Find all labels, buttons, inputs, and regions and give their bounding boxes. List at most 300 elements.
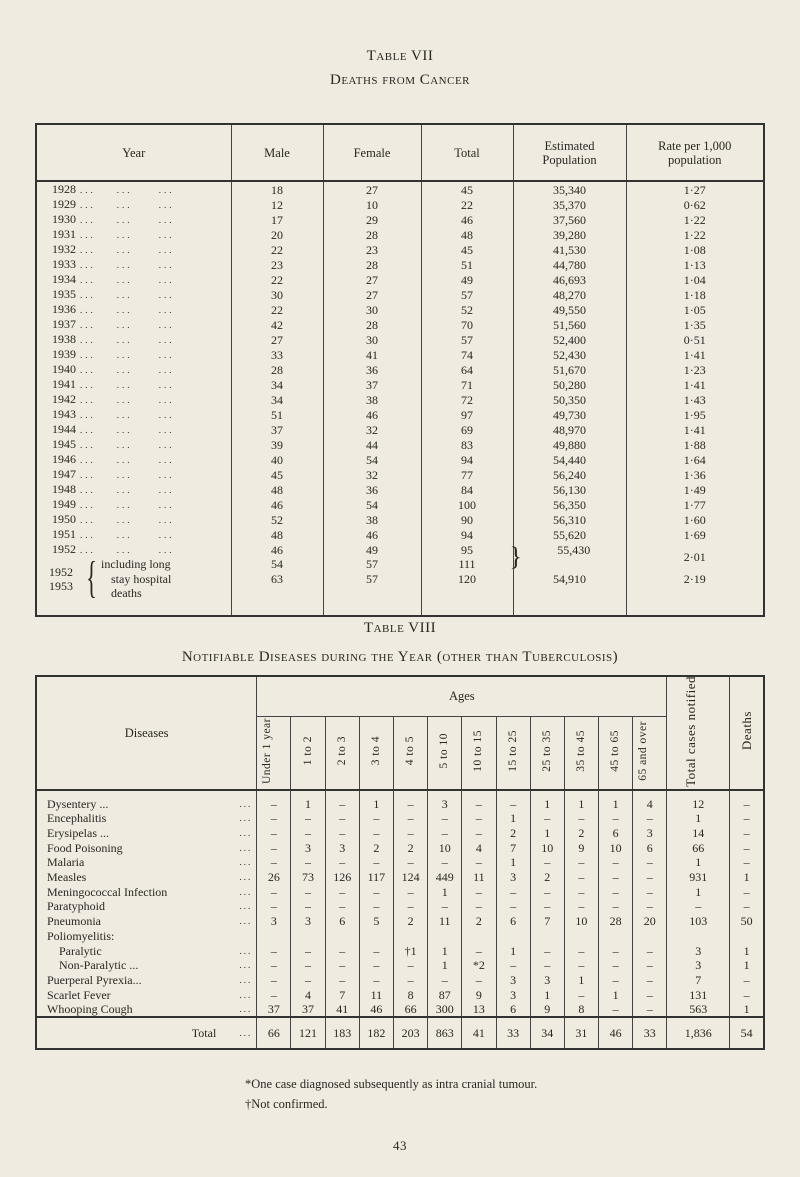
population-cell: 37,560 (513, 212, 626, 227)
age-cell: – (564, 943, 598, 958)
age-cell (291, 929, 325, 944)
age-group-header: 3 to 4 (359, 716, 393, 790)
age-cell: – (257, 884, 291, 899)
age-cell: *2 (462, 958, 496, 973)
total-cell: 46 (421, 212, 513, 227)
year-cell: 1948 ... ... ... (36, 482, 231, 497)
population-cell: } 55,430 (513, 542, 626, 572)
female-cell: 28 (323, 257, 421, 272)
age-cell: – (428, 855, 462, 870)
age-cell: – (530, 899, 564, 914)
total-age-cell: 863 (428, 1017, 462, 1049)
population-cell: 44,780 (513, 257, 626, 272)
age-cell: 1 (428, 958, 462, 973)
male-cell: 18 (231, 181, 323, 197)
age-cell (564, 929, 598, 944)
deaths-cell: – (730, 790, 764, 811)
total-deaths-cell: 54 (730, 1017, 764, 1049)
female-cell: 57 (323, 572, 421, 616)
table7-title: Table VII (366, 48, 434, 64)
age-cell: – (359, 884, 393, 899)
table-row (36, 1002, 764, 1017)
age-cell: – (291, 826, 325, 841)
table-row (36, 973, 764, 988)
male-cell: 34 (231, 392, 323, 407)
age-cell: – (325, 826, 359, 841)
female-cell: 36 (323, 482, 421, 497)
total-cell: 74 (421, 347, 513, 362)
age-cell (599, 929, 633, 944)
total-age-cell: 33 (633, 1017, 667, 1049)
age-cell (428, 929, 462, 944)
total-cell: 71 (421, 377, 513, 392)
age-cell: – (530, 884, 564, 899)
total-cell: 57 (421, 287, 513, 302)
age-cell: 37 (257, 1002, 291, 1017)
year-cell: 1938 ... ... ... (36, 332, 231, 347)
col-population: Estimated Population (513, 124, 626, 181)
rate-cell: 1·13 (626, 257, 764, 272)
male-cell: 23 (231, 257, 323, 272)
age-cell (633, 929, 667, 944)
deaths-cell: – (730, 840, 764, 855)
male-cell: 22 (231, 272, 323, 287)
age-cell: – (633, 943, 667, 958)
age-cell: – (325, 884, 359, 899)
age-cell: – (257, 840, 291, 855)
age-cell (325, 929, 359, 944)
age-cell: 2 (393, 914, 427, 929)
age-cell: – (393, 973, 427, 988)
age-cell: – (428, 973, 462, 988)
age-cell: – (428, 811, 462, 826)
female-cell: 41 (323, 347, 421, 362)
table-row (36, 302, 764, 317)
age-cell: – (599, 958, 633, 973)
total-cell: 103 (667, 914, 730, 929)
age-cell: – (257, 987, 291, 1002)
age-cell: – (393, 811, 427, 826)
age-cell: – (599, 884, 633, 899)
age-cell: – (496, 790, 530, 811)
age-cell: 3 (291, 914, 325, 929)
age-cell: – (462, 790, 496, 811)
age-cell: 3 (428, 790, 462, 811)
female-cell: 28 (323, 317, 421, 332)
age-cell: – (393, 958, 427, 973)
year-cell: 1949 ... ... ... (36, 497, 231, 512)
age-cell: 1 (496, 811, 530, 826)
table-row (36, 362, 764, 377)
age-cell: 2 (462, 914, 496, 929)
disease-name: Pneumonia ... (36, 914, 257, 929)
age-cell: 3 (633, 826, 667, 841)
age-cell: 3 (291, 840, 325, 855)
age-cell: 1 (564, 973, 598, 988)
population-cell: 51,670 (513, 362, 626, 377)
female-cell: 27 (323, 287, 421, 302)
col-total: Total (421, 124, 513, 181)
age-cell: 10 (599, 840, 633, 855)
total-cell: 83 (421, 437, 513, 452)
total-cell: 94 (421, 527, 513, 542)
total-age-cell: 31 (564, 1017, 598, 1049)
age-cell: – (462, 943, 496, 958)
total-cell: 51 (421, 257, 513, 272)
age-cell: 73 (291, 870, 325, 885)
year-cell: 1936 ... ... ... (36, 302, 231, 317)
deaths-cell: – (730, 899, 764, 914)
disease-name: Malaria ... (36, 855, 257, 870)
age-cell: – (496, 884, 530, 899)
age-cell: 3 (496, 987, 530, 1002)
total-cell: 45 (421, 181, 513, 197)
age-cell: – (530, 811, 564, 826)
total-cell: 97 (421, 407, 513, 422)
table-row (36, 317, 764, 332)
age-cell: – (393, 826, 427, 841)
total-label: Total ... (36, 1017, 257, 1049)
age-cell: 1 (564, 790, 598, 811)
table-row (36, 332, 764, 347)
age-cell (530, 929, 564, 944)
age-cell: – (393, 790, 427, 811)
age-cell: – (462, 884, 496, 899)
table-row (36, 497, 764, 512)
total-cell (667, 929, 730, 944)
rate-cell: 1·08 (626, 242, 764, 257)
age-cell: – (359, 855, 393, 870)
male-cell: 17 (231, 212, 323, 227)
year-cell: 1931 ... ... ... (36, 227, 231, 242)
age-cell: 2 (530, 870, 564, 885)
age-cell: 10 (564, 914, 598, 929)
age-cell: – (257, 899, 291, 914)
table-row (36, 943, 764, 958)
col-deaths: Deaths (730, 676, 764, 790)
disease-name: Non-Paralytic ... ... (36, 958, 257, 973)
age-cell (496, 929, 530, 944)
age-cell: 41 (325, 1002, 359, 1017)
table-row (36, 212, 764, 227)
table-row (36, 899, 764, 914)
rate-cell: 1·27 (626, 181, 764, 197)
age-cell: – (428, 899, 462, 914)
age-cell: 3 (325, 840, 359, 855)
male-cell: 52 (231, 512, 323, 527)
age-group-header: 10 to 15 (462, 716, 496, 790)
table-row (36, 987, 764, 1002)
rate-cell: 0·62 (626, 197, 764, 212)
age-cell: – (359, 958, 393, 973)
table8-title: Table VIII (363, 620, 437, 636)
male-cell: 46 (231, 542, 323, 557)
age-cell: 126 (325, 870, 359, 885)
age-cell: – (633, 870, 667, 885)
age-cell: – (462, 973, 496, 988)
year-cell-including-long-stay: 1952 1953 { including long stay hospital deaths (36, 557, 231, 616)
population-cell: 54,910 (513, 572, 626, 616)
age-cell: – (257, 826, 291, 841)
rate-cell: 1·43 (626, 392, 764, 407)
age-cell: 6 (325, 914, 359, 929)
rate-cell: 1·49 (626, 482, 764, 497)
population-cell: 49,880 (513, 437, 626, 452)
disease-name: Paralytic ... (36, 943, 257, 958)
disease-name: Measles ... (36, 870, 257, 885)
population-cell: 49,730 (513, 407, 626, 422)
age-cell: – (599, 1002, 633, 1017)
age-cell: – (599, 855, 633, 870)
population-cell: 56,240 (513, 467, 626, 482)
deaths-cell: 1 (730, 870, 764, 885)
header-row (36, 676, 764, 716)
population-cell: 46,693 (513, 272, 626, 287)
male-cell: 51 (231, 407, 323, 422)
age-cell: – (530, 958, 564, 973)
age-cell: 87 (428, 987, 462, 1002)
age-cell: – (257, 811, 291, 826)
age-cell: 1 (428, 943, 462, 958)
age-cell: – (462, 811, 496, 826)
age-cell: – (633, 899, 667, 914)
age-cell: 4 (291, 987, 325, 1002)
year-cell: 1934 ... ... ... (36, 272, 231, 287)
year-cell: 1951 ... ... ... (36, 527, 231, 542)
age-cell: 6 (496, 1002, 530, 1017)
total-age-cell: 182 (359, 1017, 393, 1049)
table-row (36, 527, 764, 542)
female-cell: 49 (323, 542, 421, 557)
table-row (36, 392, 764, 407)
age-cell: – (325, 899, 359, 914)
age-group-header: 15 to 25 (496, 716, 530, 790)
table-row (36, 181, 764, 197)
age-cell: 300 (428, 1002, 462, 1017)
age-cell: – (599, 811, 633, 826)
female-cell: 32 (323, 422, 421, 437)
year-cell: 1940 ... ... ... (36, 362, 231, 377)
population-cell: 35,340 (513, 181, 626, 197)
age-cell: – (462, 855, 496, 870)
age-cell: 9 (564, 840, 598, 855)
age-cell: 11 (359, 987, 393, 1002)
year-cell: 1950 ... ... ... (36, 512, 231, 527)
male-cell: 28 (231, 362, 323, 377)
table-row (36, 377, 764, 392)
total-cell: 100 (421, 497, 513, 512)
year-cell: 1945 ... ... ... (36, 437, 231, 452)
age-cell: 1 (530, 826, 564, 841)
age-cell: – (564, 811, 598, 826)
total-cell: 3 (667, 943, 730, 958)
total-cell: 66 (667, 840, 730, 855)
year-cell: 1928 ... ... ... (36, 181, 231, 197)
table8-subtitle: Notifiable Diseases during the Year (other than Tuberculosis) (181, 649, 619, 665)
age-cell: – (564, 884, 598, 899)
age-cell: 9 (530, 1002, 564, 1017)
total-age-cell: 203 (393, 1017, 427, 1049)
age-cell: 3 (496, 973, 530, 988)
female-cell: 46 (323, 527, 421, 542)
female-cell: 23 (323, 242, 421, 257)
age-cell: – (564, 899, 598, 914)
age-cell: – (633, 855, 667, 870)
total-cell: 52 (421, 302, 513, 317)
total-cell: 3 (667, 958, 730, 973)
age-cell: – (291, 811, 325, 826)
total-cell: 84 (421, 482, 513, 497)
age-cell: – (291, 958, 325, 973)
year-cell: 1946 ... ... ... (36, 452, 231, 467)
total-cell: 22 (421, 197, 513, 212)
age-group-header: 5 to 10 (428, 716, 462, 790)
total-cell: 72 (421, 392, 513, 407)
footnote-tumour: *One case diagnosed subsequently as intra cranial tumour. (245, 1077, 538, 1091)
age-cell: – (393, 899, 427, 914)
total-age-cell: 121 (291, 1017, 325, 1049)
year-cell: 1932 ... ... ... (36, 242, 231, 257)
table-row (36, 929, 764, 944)
male-cell: 12 (231, 197, 323, 212)
age-cell: 7 (530, 914, 564, 929)
age-cell: – (393, 855, 427, 870)
year-cell: 1930 ... ... ... (36, 212, 231, 227)
age-cell: – (291, 884, 325, 899)
total-cell: 70 (421, 317, 513, 332)
age-cell: – (359, 811, 393, 826)
age-cell: 37 (291, 1002, 325, 1017)
age-cell: 4 (462, 840, 496, 855)
deaths-cell: – (730, 826, 764, 841)
notifiable-diseases-table (35, 675, 765, 1050)
age-cell: 1 (530, 987, 564, 1002)
age-cell: 26 (257, 870, 291, 885)
population-cell: 48,970 (513, 422, 626, 437)
age-cell: – (496, 958, 530, 973)
age-cell: 20 (633, 914, 667, 929)
age-cell: 4 (633, 790, 667, 811)
table-row (36, 407, 764, 422)
age-cell: – (633, 811, 667, 826)
deaths-cell: 1 (730, 943, 764, 958)
male-cell: 40 (231, 452, 323, 467)
age-group-header: 35 to 45 (564, 716, 598, 790)
age-group-header: 2 to 3 (325, 716, 359, 790)
deaths-cell: – (730, 884, 764, 899)
year-cell: 1937 ... ... ... (36, 317, 231, 332)
col-rate: Rate per 1,000 population (626, 124, 764, 181)
population-cell: 52,430 (513, 347, 626, 362)
age-cell: 13 (462, 1002, 496, 1017)
male-cell: 42 (231, 317, 323, 332)
age-cell: 5 (359, 914, 393, 929)
age-cell: – (325, 855, 359, 870)
male-cell: 33 (231, 347, 323, 362)
year-cell: 1947 ... ... ... (36, 467, 231, 482)
total-cell: 1 (667, 855, 730, 870)
rate-cell: 1·77 (626, 497, 764, 512)
age-cell: – (564, 855, 598, 870)
age-cell: 7 (325, 987, 359, 1002)
disease-name: Whooping Cough ... (36, 1002, 257, 1017)
population-cell: 35,370 (513, 197, 626, 212)
age-cell: 1 (496, 943, 530, 958)
deaths-cell: – (730, 973, 764, 988)
age-group-header: 65 and over (633, 716, 667, 790)
age-cell: 46 (359, 1002, 393, 1017)
table-row (36, 958, 764, 973)
male-cell: 48 (231, 482, 323, 497)
footnote-not-confirmed: †Not confirmed. (245, 1097, 328, 1111)
rate-cell: 1·36 (626, 467, 764, 482)
age-cell: – (257, 973, 291, 988)
total-cell: 77 (421, 467, 513, 482)
disease-name: Encephalitis ... (36, 811, 257, 826)
disease-name: Poliomyelitis: (36, 929, 257, 944)
female-cell: 54 (323, 452, 421, 467)
table-row (36, 452, 764, 467)
female-cell: 44 (323, 437, 421, 452)
age-cell: 10 (530, 840, 564, 855)
total-cell: 7 (667, 973, 730, 988)
table-row (36, 840, 764, 855)
female-cell: 30 (323, 332, 421, 347)
year-cell: 1942 ... ... ... (36, 392, 231, 407)
table-row (36, 542, 764, 557)
age-cell: 8 (564, 1002, 598, 1017)
rate-cell: 2·19 (626, 572, 764, 616)
total-age-cell: 66 (257, 1017, 291, 1049)
age-group-header: 4 to 5 (393, 716, 427, 790)
col-total-notified: Total cases notified (667, 676, 730, 790)
disease-name: Dysentery ... ... (36, 790, 257, 811)
population-cell: 41,530 (513, 242, 626, 257)
age-cell: 28 (599, 914, 633, 929)
age-cell: – (359, 899, 393, 914)
age-cell: 6 (496, 914, 530, 929)
age-cell: 1 (599, 987, 633, 1002)
age-cell: – (325, 958, 359, 973)
total-cell: 48 (421, 227, 513, 242)
age-cell: – (291, 899, 325, 914)
total-cell: 14 (667, 826, 730, 841)
total-age-cell: 46 (599, 1017, 633, 1049)
rate-cell: 1·23 (626, 362, 764, 377)
deaths-cell: 50 (730, 914, 764, 929)
female-cell: 38 (323, 392, 421, 407)
total-age-cell: 33 (496, 1017, 530, 1049)
rate-cell: 1·05 (626, 302, 764, 317)
year-cell: 1944 ... ... ... (36, 422, 231, 437)
age-cell: – (257, 943, 291, 958)
age-cell: – (325, 943, 359, 958)
age-cell: 1 (359, 790, 393, 811)
population-cell: 50,280 (513, 377, 626, 392)
table7-subtitle: Deaths from Cancer (329, 72, 471, 88)
age-cell: †1 (393, 943, 427, 958)
age-cell: – (633, 987, 667, 1002)
age-cell: – (393, 884, 427, 899)
age-cell: 1 (530, 790, 564, 811)
table-row (36, 227, 764, 242)
population-cell: 51,560 (513, 317, 626, 332)
deaths-cell (730, 929, 764, 944)
page-number: 43 (393, 1138, 407, 1153)
population-cell: 54,440 (513, 452, 626, 467)
rate-cell: 2·01 (626, 542, 764, 572)
age-cell: – (291, 855, 325, 870)
